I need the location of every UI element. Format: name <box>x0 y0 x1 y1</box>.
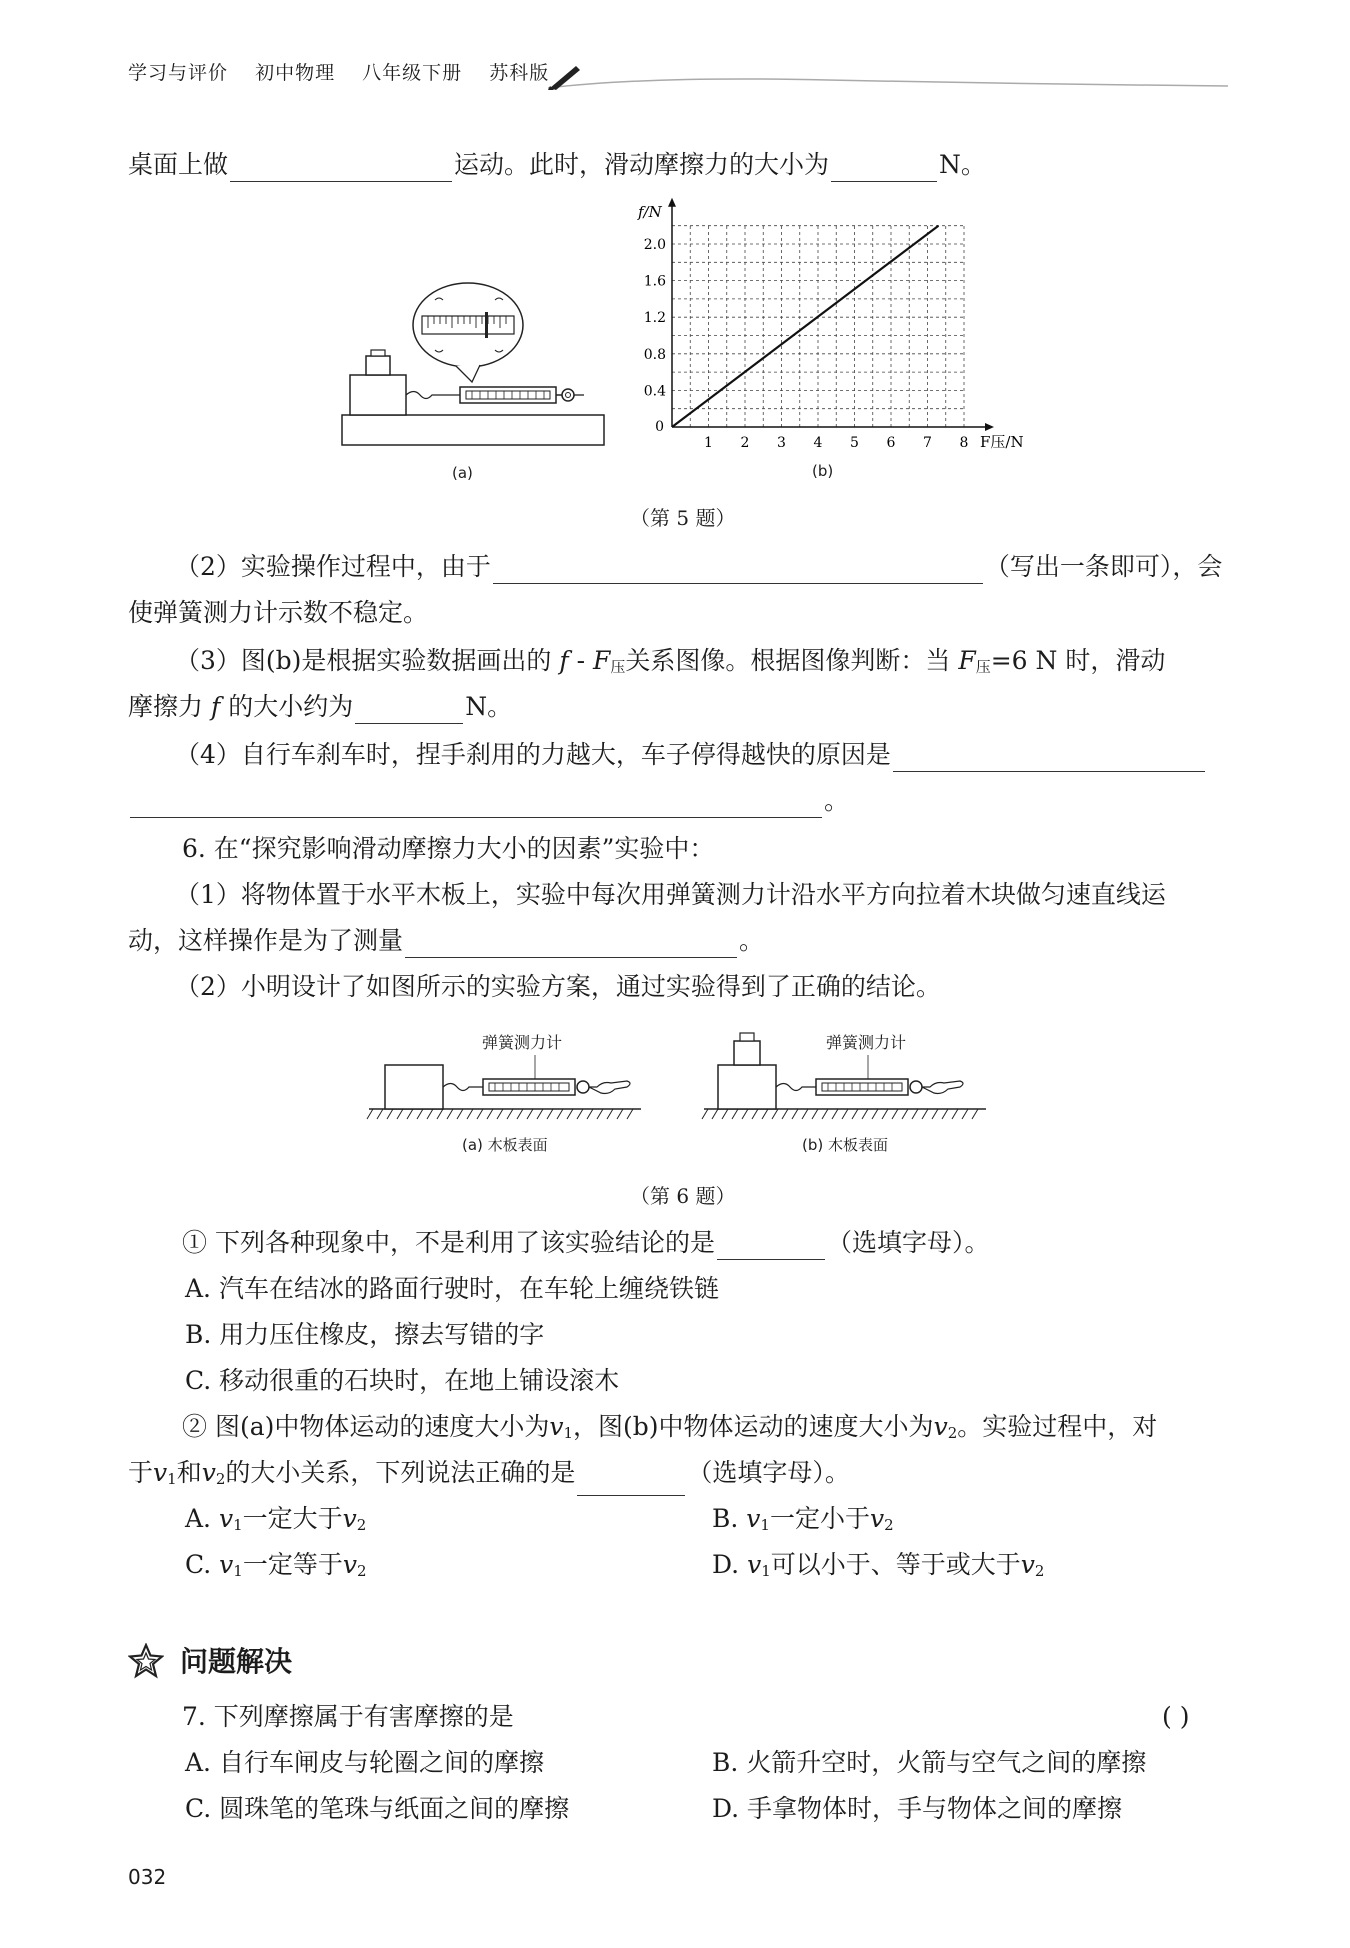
q5-line1-mid: 运动。此时，滑动摩擦力的大小为 <box>454 150 830 179</box>
q6-s2-line2 <box>128 1456 850 1496</box>
q6-s2-option-b-label: B. <box>712 1504 739 1533</box>
section-title: 问题解决 <box>180 1645 293 1678</box>
weight-icon <box>366 356 390 375</box>
x-tick-label: 4 <box>813 435 823 451</box>
q6-s2-option-a-v1: v <box>218 1504 234 1533</box>
q5-p4-line2 <box>128 784 849 818</box>
q6-s2-v2-sub: 2 <box>947 1424 958 1442</box>
q6-s2-option-b-v2: v <box>869 1504 885 1533</box>
q5-p3-line2 <box>128 690 512 724</box>
q6-s2-b: ，图(b)中物体运动的速度大小为 <box>573 1412 934 1441</box>
q5-fig-a-label: (a) <box>452 464 473 482</box>
header-grade: 八年级下册 <box>362 62 463 84</box>
origin-label: 0 <box>655 419 664 435</box>
q6-s2-option-b[interactable] <box>712 1502 894 1542</box>
q5-p3-dash: - <box>568 646 593 675</box>
q6-s1-post: （选填字母）。 <box>826 1228 990 1257</box>
q6-s1-text: ① 下列各种现象中，不是利用了该实验结论的是 <box>182 1228 715 1257</box>
y-tick-label: 1.6 <box>643 273 666 290</box>
chart-series <box>672 226 938 427</box>
q7-answer-bracket[interactable]: ( ) <box>1162 1702 1190 1731</box>
header-pen-icon <box>128 56 1228 96</box>
q5-p3-F2: F <box>958 646 976 675</box>
q6-s2-option-c-v2: v <box>342 1550 357 1579</box>
q5-line1-text: 桌面上做 <box>128 150 229 179</box>
q6-s2-option-a[interactable] <box>185 1502 366 1542</box>
y-tick-label: 1.2 <box>643 310 666 327</box>
q6-p1-line2-pre: 动，这样操作是为了测量 <box>128 926 404 955</box>
q5-p3-line2-post: N。 <box>465 692 513 721</box>
q6-s2-option-a-v2: v <box>342 1504 357 1533</box>
series-line <box>672 226 938 427</box>
chart-axes <box>668 198 994 431</box>
q5-line1-unit: N。 <box>939 150 986 179</box>
q6-s2-option-a-sub2: 2 <box>356 1516 367 1534</box>
q6-s2-option-b-sub1: 1 <box>760 1516 770 1534</box>
q6-p2: （2）小明设计了如图所示的实验方案，通过实验得到了正确的结论。 <box>175 972 941 1001</box>
header-edition: 苏科版 <box>489 62 550 84</box>
q5-p4-text: （4）自行车刹车时，捏手刹用的力越大，车子停得越快的原因是 <box>175 740 891 769</box>
q5-p4-post: 。 <box>824 786 850 815</box>
q6-p1-line2 <box>128 924 764 958</box>
q5-blank-reason[interactable] <box>493 558 983 584</box>
q6-s2-option-b-sub2: 2 <box>884 1516 894 1534</box>
q6-s2-option-c-label: C. <box>185 1550 212 1579</box>
q6-spring-label-a: 弹簧测力计 <box>482 1033 563 1052</box>
q6-s2-option-d-v1: v <box>747 1550 762 1579</box>
q6-p1-line1: （1）将物体置于水平木板上，实验中每次用弹簧测力计沿水平方向拉着木块做匀速直线运 <box>175 880 1166 909</box>
q5-p2-post: （写出一条即可），会 <box>984 552 1223 581</box>
q6-s2-option-c-sub1: 1 <box>233 1562 243 1580</box>
q6-blank-s1[interactable] <box>717 1234 825 1260</box>
q5-p3-a: （3）图(b)是根据实验数据画出的 <box>175 646 552 675</box>
chart-y-label: f/N <box>638 203 662 221</box>
header-subject: 初中物理 <box>255 62 336 84</box>
q6-s2-line2-v1: v <box>153 1458 168 1487</box>
q6-s2-option-c-v1: v <box>219 1550 234 1579</box>
page-header <box>128 56 1228 96</box>
q6-s2 <box>182 1410 1157 1450</box>
q5-p4 <box>175 738 1207 772</box>
q5-blank-f-value[interactable] <box>355 698 463 724</box>
x-tick-label: 8 <box>959 435 969 451</box>
q6-s2-option-d-label: D. <box>712 1550 740 1579</box>
q7-option-c[interactable]: C. 圆珠笔的笔珠与纸面之间的摩擦 <box>185 1794 570 1823</box>
q7-option-a[interactable]: A. 自行车闸皮与轮圈之间的摩擦 <box>185 1748 544 1777</box>
q6-p1-line2-post: 。 <box>739 926 765 955</box>
q5-p3 <box>175 644 1165 684</box>
q6-s2-line2-sub2: 2 <box>215 1470 226 1488</box>
q5-p3-f: f <box>559 646 569 675</box>
q6-fig-b-caption: (b) 木板表面 <box>802 1136 888 1154</box>
x-tick-label: 5 <box>850 435 859 451</box>
q6-s2-option-d-sub1: 1 <box>761 1562 771 1580</box>
q6-s2-v1-sub: 1 <box>563 1424 574 1442</box>
chart-x-label: F压/N <box>980 433 1024 451</box>
q6-s1-option-b[interactable]: B. 用力压住橡皮，擦去写错的字 <box>185 1320 545 1349</box>
hand-icon <box>589 1081 630 1094</box>
q6-s2-v1: v <box>549 1412 564 1441</box>
block-b <box>718 1065 776 1109</box>
q6-fig-a-caption: (a) 木板表面 <box>462 1136 548 1154</box>
q6-s2-option-c-text: 一定等于 <box>242 1550 343 1579</box>
q6-s2-option-d-text: 可以小于、等于或大于 <box>770 1550 1021 1579</box>
q5-p3-b: 关系图像。根据图像判断：当 <box>625 646 951 675</box>
y-tick-label: 0.8 <box>643 346 666 363</box>
q5-blank-brake-b[interactable] <box>130 792 822 818</box>
q6-s1-option-c[interactable]: C. 移动很重的石块时，在地上铺设滚木 <box>185 1366 620 1395</box>
q6-intro: 6. 在“探究影响滑动摩擦力大小的因素”实验中： <box>182 834 715 863</box>
q6-s2-option-c-sub2: 2 <box>356 1562 367 1580</box>
q5-p3-line2-pre: 摩擦力 <box>128 692 204 721</box>
q6-s2-option-c[interactable] <box>185 1548 367 1588</box>
table-surface <box>342 415 604 445</box>
x-tick-label: 3 <box>777 435 786 451</box>
x-tick-label: 7 <box>923 435 932 451</box>
y-axis-arrow <box>668 198 676 207</box>
y-tick-label: 2.0 <box>643 237 666 253</box>
q5-blank-brake-a[interactable] <box>893 746 1205 772</box>
q5-p3-c: =6 N 时，滑动 <box>990 646 1166 675</box>
star-icon <box>128 1643 164 1679</box>
q5-p2-line2: 使弹簧测力计示数不稳定。 <box>128 598 429 627</box>
q5-p2 <box>175 550 1222 584</box>
q5-figure-a <box>330 270 620 450</box>
q6-s1-option-a[interactable]: A. 汽车在结冰的路面行驶时，在车轮上缠绕铁链 <box>185 1274 719 1303</box>
q5-line1 <box>128 148 986 182</box>
q6-s2-line2-sub1: 1 <box>167 1470 177 1488</box>
q6-s2-option-d-v2: v <box>1020 1550 1035 1579</box>
q6-s2-line2-post: （选填字母）。 <box>687 1458 850 1487</box>
q7-stem: 7. 下列摩擦属于有害摩擦的是 <box>182 1702 514 1731</box>
y-tick-label: 0.4 <box>643 383 666 400</box>
weight-b-icon <box>734 1041 760 1065</box>
header-book: 学习与评价 <box>128 62 229 84</box>
q7-option-b[interactable]: B. 火箭升空时，火箭与空气之间的摩擦 <box>712 1748 1147 1777</box>
q6-s2-line2-a: 于 <box>128 1458 154 1487</box>
q6-blank-s2[interactable] <box>577 1470 685 1496</box>
q6-s2-option-a-label: A. <box>185 1504 212 1533</box>
q6-caption: （第 6 题） <box>630 1184 736 1208</box>
q6-s2-option-d-sub2: 2 <box>1034 1562 1045 1580</box>
q5-p2-text: （2）实验操作过程中，由于 <box>175 552 491 581</box>
q6-blank-measure[interactable] <box>405 932 737 958</box>
chart-grid <box>672 226 964 427</box>
q5-caption: （第 5 题） <box>630 506 736 530</box>
q5-blank-motion[interactable] <box>230 156 452 182</box>
q5-p3-line2-mid: 的大小约为 <box>228 692 354 721</box>
chart-ticks <box>644 237 969 451</box>
q6-s2-v2: v <box>933 1412 948 1441</box>
q6-s2-a: ② 图(a)中物体运动的速度大小为 <box>182 1412 550 1441</box>
q6-s2-c: 。实验过程中，对 <box>957 1412 1158 1441</box>
x-tick-label: 1 <box>704 435 713 451</box>
q6-s2-option-d[interactable] <box>712 1548 1044 1588</box>
q5-p3-line2-f: f <box>210 692 221 721</box>
hand-b-icon <box>922 1081 963 1094</box>
x-tick-label: 2 <box>740 435 750 451</box>
q6-spring-label-b: 弹簧测力计 <box>826 1033 907 1052</box>
q6-s2-option-a-text: 一定大于 <box>242 1504 343 1533</box>
q6-s2-option-b-text: 一定小于 <box>769 1504 870 1533</box>
q5-p3-sub2: 压 <box>975 658 991 676</box>
q5-fig-b-label: (b) <box>812 462 834 480</box>
block-a <box>385 1065 443 1109</box>
q5-chart <box>620 195 1040 455</box>
q6-s2-line2-c: 的大小关系，下列说法正确的是 <box>225 1458 576 1487</box>
x-tick-label: 6 <box>886 435 896 451</box>
q7-option-d[interactable]: D. 手拿物体时，手与物体之间的摩擦 <box>712 1794 1123 1823</box>
q6-s2-option-b-v1: v <box>746 1504 761 1533</box>
q6-s1 <box>182 1226 989 1260</box>
q5-p3-F: F <box>592 646 611 675</box>
page-number: 032 <box>128 1865 167 1889</box>
wooden-block <box>350 375 406 415</box>
q6-s2-line2-b: 和 <box>176 1458 202 1487</box>
x-axis-arrow <box>985 423 994 431</box>
q6-s2-line2-v2: v <box>201 1458 216 1487</box>
q5-blank-friction[interactable] <box>831 156 937 182</box>
q5-p3-sub: 压 <box>610 658 626 676</box>
q6-s2-option-a-sub1: 1 <box>233 1516 243 1534</box>
